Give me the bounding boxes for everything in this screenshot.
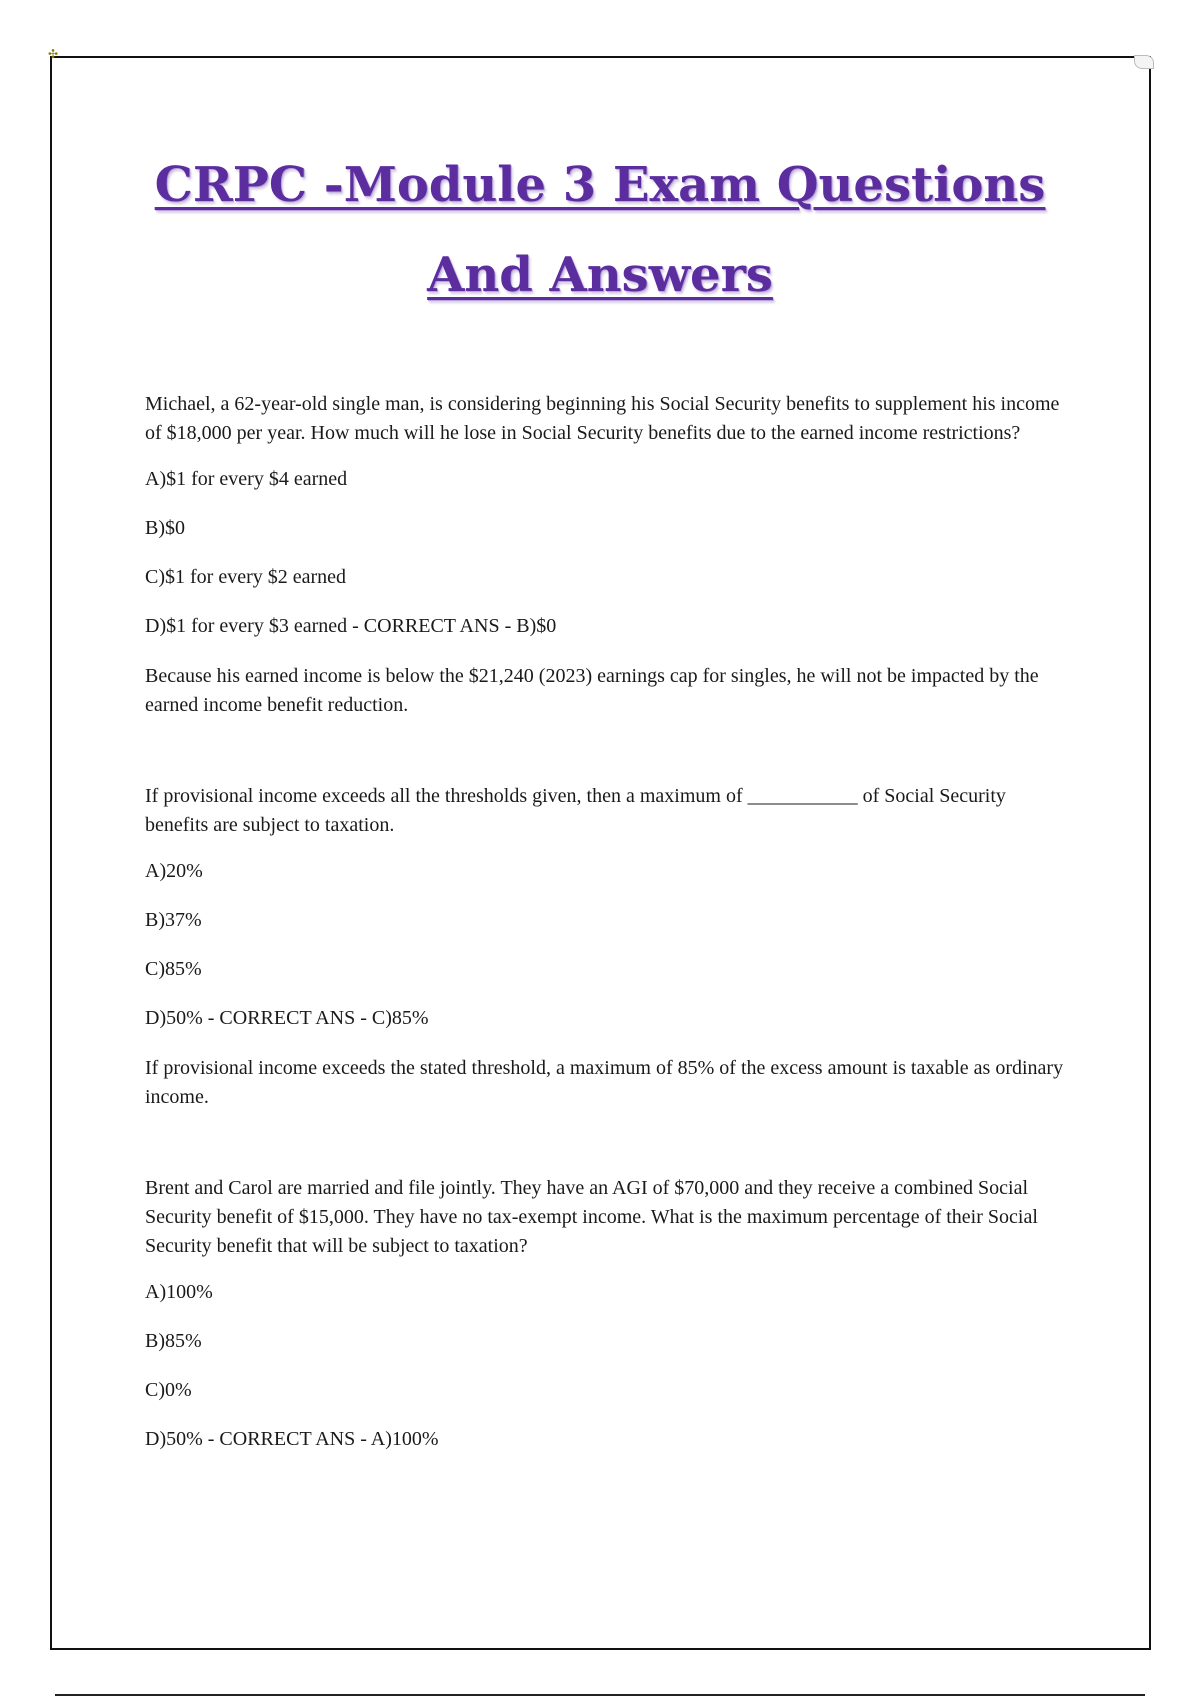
answer-option-with-correct-answer: D)50% - CORRECT ANS - A)100% xyxy=(145,1428,439,1450)
corner-marker-icon: ✣ xyxy=(48,47,59,61)
answer-option: A)$1 for every $4 earned xyxy=(145,468,348,490)
question-block xyxy=(145,390,1065,720)
spacer xyxy=(145,720,1065,782)
question-text: If provisional income exceeds all the thresholds given, then a maximum of ___________ of Social Security benefits are subject to taxation. xyxy=(145,785,1006,836)
answer-option-with-correct-answer: D)$1 for every $3 earned - CORRECT ANS - B)$0 xyxy=(145,615,557,637)
question-text: Brent and Carol are married and file jointly. They have an AGI of $70,000 and they receive a combined Social Security benefit of $15,000. They have no tax-exempt income. What is the maximum percentage of their Social Security benefit that will be subject to taxation? xyxy=(145,1177,1038,1257)
answer-option: A)20% xyxy=(145,860,203,882)
question-text: Michael, a 62-year-old single man, is considering beginning his Social Security benefits to supplement his income of $18,000 per year. How much will he lose in Social Security benefits due to the earned income restrictions? xyxy=(145,393,1060,444)
answer-option: C)85% xyxy=(145,958,202,980)
answer-option-with-correct-answer: D)50% - CORRECT ANS - C)85% xyxy=(145,1007,429,1029)
answer-option: B)85% xyxy=(145,1330,202,1352)
spacer xyxy=(145,1112,1065,1174)
answer-explanation: Because his earned income is below the $21,240 (2023) earnings cap for singles, he will not be impacted by the earned income benefit reduction. xyxy=(145,665,1039,716)
title-line-2: And Answers xyxy=(427,247,773,303)
title-line-1: CRPC -Module 3 Exam Questions xyxy=(154,157,1046,213)
question-block xyxy=(145,1174,1065,1452)
bottom-divider xyxy=(55,1694,1145,1696)
question-list xyxy=(145,390,1065,1475)
answer-option: C)0% xyxy=(145,1379,192,1401)
answer-option: B)$0 xyxy=(145,517,185,539)
answer-option: B)37% xyxy=(145,909,202,931)
question-block xyxy=(145,782,1065,1112)
page-curl-icon xyxy=(1134,55,1154,69)
answer-option: A)100% xyxy=(145,1281,213,1303)
answer-option: C)$1 for every $2 earned xyxy=(145,566,347,588)
answer-explanation: If provisional income exceeds the stated threshold, a maximum of 85% of the excess amount is taxable as ordinary income. xyxy=(145,1057,1064,1108)
document-title xyxy=(80,140,1120,320)
